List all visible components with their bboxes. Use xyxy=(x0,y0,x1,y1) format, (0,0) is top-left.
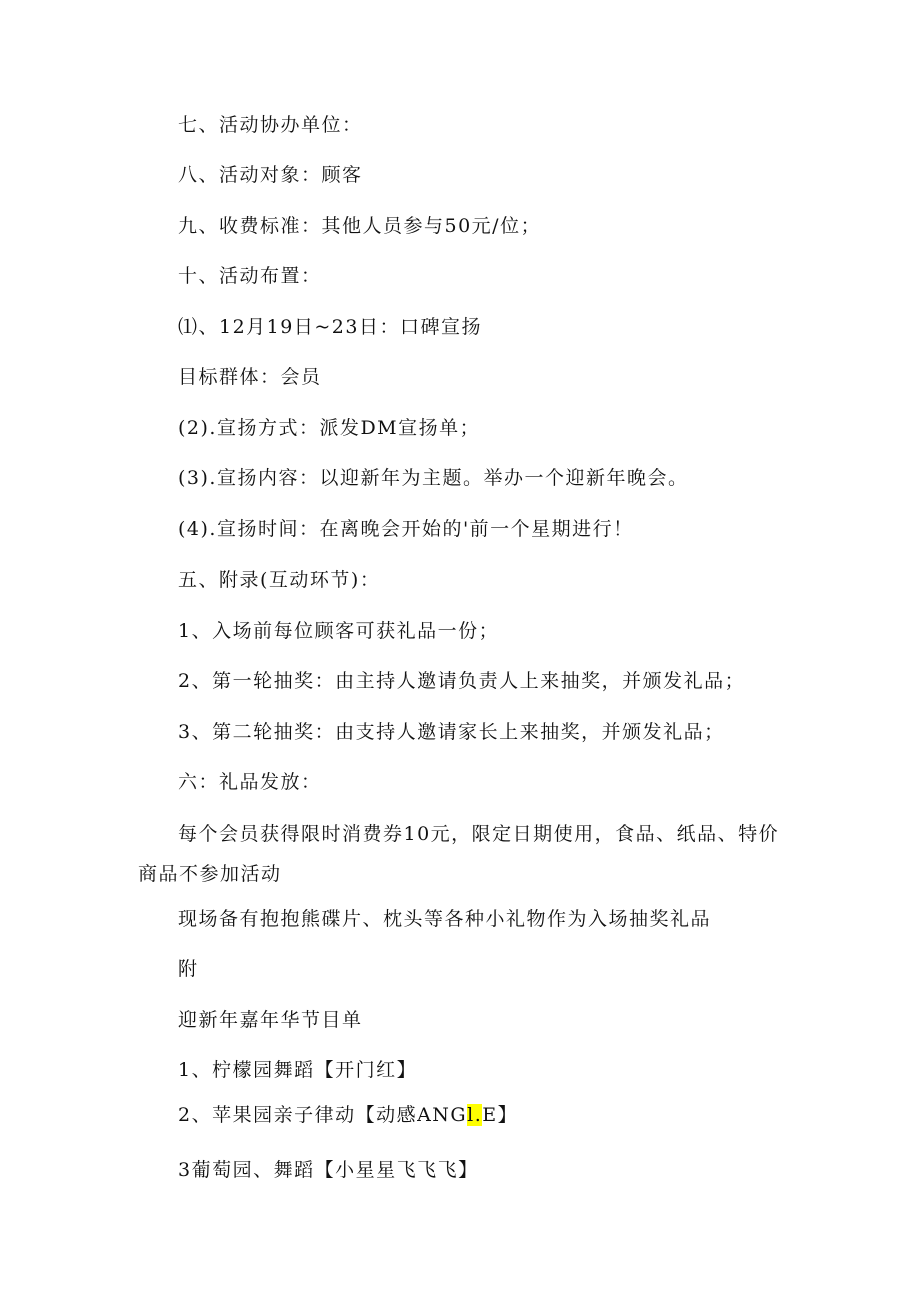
setup-item-3: (3).宣扬内容：以迎新年为主题。举办一个迎新年晚会。 xyxy=(178,467,689,489)
program-item-1: 1、柠檬园舞蹈【开门红】 xyxy=(178,1059,418,1081)
appendix-item-3: 3、第二轮抽奖：由支持人邀请家长上来抽奖，并颁发礼品； xyxy=(178,721,725,743)
setup-item-1: ⑴、12月19日~23日：口碑宣扬 xyxy=(178,316,482,338)
program-item-2-text-a: 2、苹果园亲子律动【动感ANG xyxy=(178,1104,468,1126)
section-10-setup: 十、活动布置： xyxy=(178,265,322,287)
program-item-2-text-b: E】 xyxy=(482,1104,519,1126)
section-5-appendix: 五、附录(互动环节)： xyxy=(178,569,381,591)
section-9-fee: 九、收费标准：其他人员参与50元/位； xyxy=(178,215,542,237)
section-6-gifts: 六：礼品发放： xyxy=(178,771,322,793)
section-7-cohost: 七、活动协办单位： xyxy=(178,114,363,136)
highlighted-text: l. xyxy=(467,1104,483,1126)
gifts-onsite: 现场备有抱抱熊碟片、枕头等各种小礼物作为入场抽奖礼品 xyxy=(178,908,712,930)
program-list-title: 迎新年嘉年华节目单 xyxy=(178,1009,363,1031)
section-8-audience: 八、活动对象：顾客 xyxy=(178,164,363,186)
attachment-label: 附 xyxy=(178,958,199,980)
setup-item-2: (2).宣扬方式：派发DM宣扬单； xyxy=(178,417,481,439)
gifts-paragraph: 每个会员获得限时消费券10元，限定日期使用，食品、纸品、特价商品不参加活动 xyxy=(138,823,780,885)
target-group: 目标群体：会员 xyxy=(178,366,322,388)
program-item-3: 3葡萄园、舞蹈【小星星飞飞飞】 xyxy=(178,1159,479,1181)
setup-item-4: (4).宣扬时间：在离晚会开始的'前一个星期进行！ xyxy=(178,518,634,540)
appendix-item-1: 1、入场前每位顾客可获礼品一份； xyxy=(178,620,500,642)
program-item-2 xyxy=(178,1103,518,1127)
appendix-item-2: 2、第一轮抽奖：由主持人邀请负责人上来抽奖，并颁发礼品； xyxy=(178,670,746,692)
